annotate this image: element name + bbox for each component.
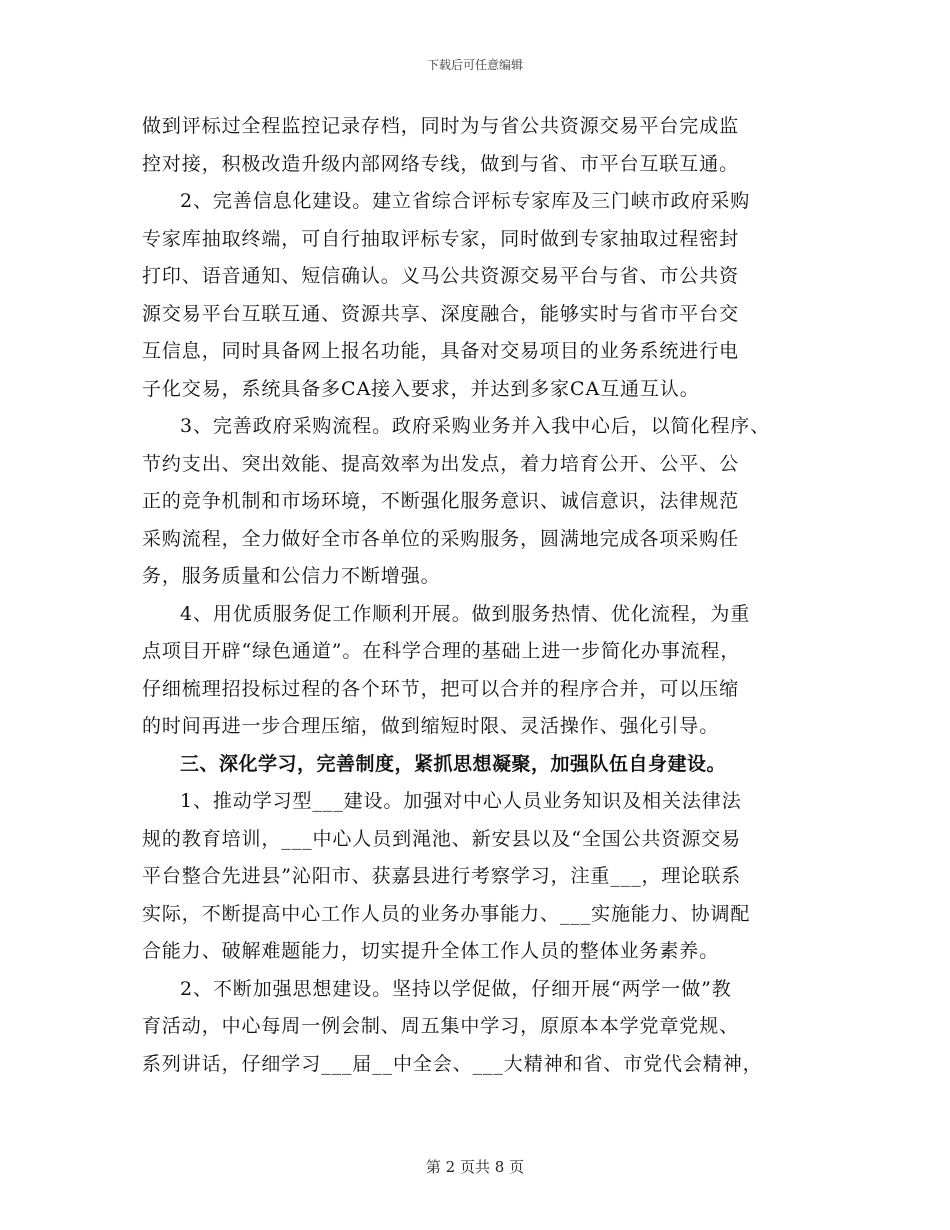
document-body	[142, 108, 828, 1083]
page-footer: 第 2 页共 8 页	[425, 1158, 525, 1176]
paragraph-item-2: 2、完善信息化建设。建立省综合评标专家库及三门峡市政府采购 专家库抽取终端，可自行抽取评标专家，同时做到专家抽取过程密封 打印、语音通知、短信确认。义马公共资源交易平台与省、市公共资 源交易平台互联互通、资源共享、深度融合，能够实时与省市平台交 互信息，同时具备网上报名功能，具备对交易项目的业务系统进行电 子化交易，系统具备多CA接入要求，并达到多家CA互通互认。	[142, 190, 751, 400]
paragraph-section3-item-1: 1、推动学习型___建设。加强对中心人员业务知识及相关法律法 规的教育培训，___中心人员到渑池、新安县以及“全国公共资源交易 平台整合先进县”沁阳市、获嘉县进行考察学习，注重___，理论联系 实际，不断提高中心工作人员的业务办事能力、___实施能力、协调配 合能力、破解难题能力，切实提升全体工作人员的整体业务素养。	[142, 790, 751, 962]
paragraph-continuation: 做到评标过全程监控记录存档，同时为与省公共资源交易平台完成监 控对接，积极改造升级内部网络专线，做到与省、市平台互联互通。	[142, 115, 740, 175]
paragraph-item-4: 4、用优质服务促工作顺利开展。做到服务热情、优化流程，为重 点项目开辟“绿色通道”。在科学合理的基础上进一步简化办事流程， 仔细梳理招投标过程的各个环节，把可以合并的程序合并，可以压缩 的时间再进一步合理压缩，做到缩短时限、灵活操作、强化引导。	[142, 602, 751, 737]
page-header: 下载后可任意编辑	[426, 58, 523, 72]
paragraph-section3-item-2: 2、不断加强思想建设。坚持以学促做，仔细开展“两学一做”教 育活动，中心每周一例会制、周五集中学习，原原本本学党章党规、 系列讲话，仔细学习___届__中全会、___大精神和省、市党代会精神，	[142, 977, 763, 1075]
paragraph-item-3: 3、完善政府采购流程。政府采购业务并入我中心后，以简化程序、 节约支出、突出效能、提高效率为出发点，着力培育公开、公平、公 正的竞争机制和市场环境，不断强化服务意识、诚信意识，法律规范 采购流程，全力做好全市各单位的采购服务，圆满地完成各项采购任 务，服务质量和公信力不断增强。	[142, 415, 771, 587]
section-heading: 三、深化学习，完善制度，紧抓思想凝聚，加强队伍自身建设。	[180, 752, 727, 775]
